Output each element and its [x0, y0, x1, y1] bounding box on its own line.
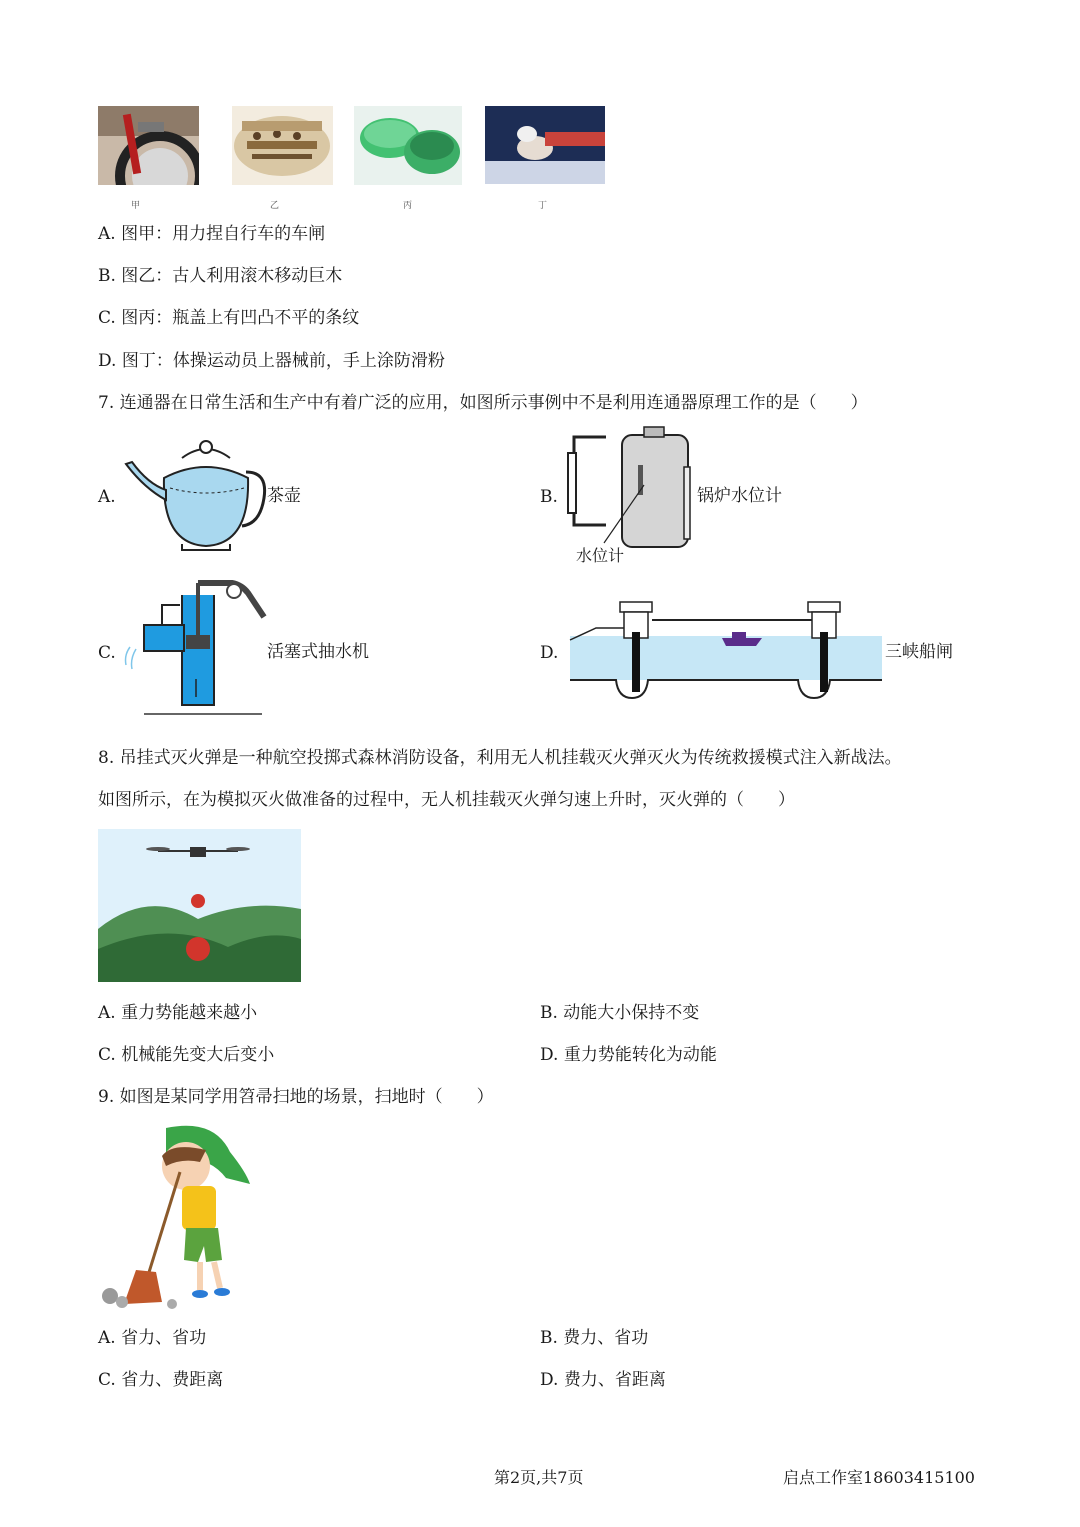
q6-option-d: D. 图丁：体操运动员上器械前，手上涂防滑粉: [98, 351, 445, 371]
studio-credit: 启点工作室18603415100: [783, 1468, 975, 1487]
caption-ding: 丁: [538, 201, 548, 211]
q7-d-label: 三峡船闸: [885, 642, 953, 662]
image-bicycle-brake: [98, 106, 199, 185]
q8-stem-line2: 如图所示，在为模拟灭火做准备的过程中，无人机挂载灭火弹匀速上升时，灭火弹的（ ）: [98, 790, 795, 810]
ship-lock-illustration: [566, 598, 886, 708]
caption-jia: 甲: [131, 201, 141, 211]
q8-option-c: C. 机械能先变大后变小: [98, 1045, 275, 1065]
caption-yi: 乙: [270, 201, 280, 211]
caption-bing: 丙: [403, 201, 413, 211]
piston-pump-illustration: [122, 575, 268, 729]
q7-stem: 7. 连通器在日常生活和生产中有着广泛的应用，如图所示事例中不是利用连通器原理工作的是（ ）: [98, 393, 868, 413]
q7-c-letter: C.: [98, 643, 116, 663]
teapot-illustration: [122, 438, 268, 556]
image-bottle-caps: [354, 106, 462, 185]
q8-stem-line1: 8. 吊挂式灭火弹是一种航空投掷式森林消防设备，利用无人机挂载灭火弹灭火为传统救援模式注入新战法。: [98, 748, 902, 768]
q8-option-b: B. 动能大小保持不变: [540, 1003, 700, 1023]
q7-b-letter: B.: [540, 487, 558, 507]
q6-option-a: A. 图甲：用力捏自行车的车闸: [98, 224, 326, 244]
drone-mountain-image: [98, 829, 301, 982]
image-gymnast-hands: [485, 106, 605, 184]
q7-b-sublabel: 水位计: [576, 546, 625, 565]
q7-c-label: 活塞式抽水机: [267, 642, 369, 662]
q8-option-a: A. 重力势能越来越小: [98, 1003, 258, 1023]
q6-option-c: C. 图丙：瓶盖上有凹凸不平的条纹: [98, 308, 360, 328]
image-ancient-logs: [232, 106, 333, 185]
boiler-gauge-illustration: [564, 425, 698, 557]
q6-option-b: B. 图乙：古人利用滚木移动巨木: [98, 266, 343, 286]
q7-a-label: 茶壶: [267, 486, 301, 506]
boy-sweeping-illustration: [96, 1122, 256, 1316]
q7-b-label: 锅炉水位计: [697, 486, 782, 506]
q9-option-a: A. 省力、省功: [98, 1328, 207, 1348]
q8-option-d: D. 重力势能转化为动能: [540, 1045, 717, 1065]
q7-a-letter: A.: [98, 487, 116, 507]
q9-option-d: D. 费力、省距离: [540, 1370, 666, 1390]
q9-option-c: C. 省力、费距离: [98, 1370, 224, 1390]
q9-option-b: B. 费力、省功: [540, 1328, 649, 1348]
q9-stem: 9. 如图是某同学用笤帚扫地的场景，扫地时（ ）: [98, 1087, 494, 1107]
q7-d-letter: D.: [540, 643, 559, 663]
page-number: 第2页,共7页: [494, 1468, 584, 1487]
